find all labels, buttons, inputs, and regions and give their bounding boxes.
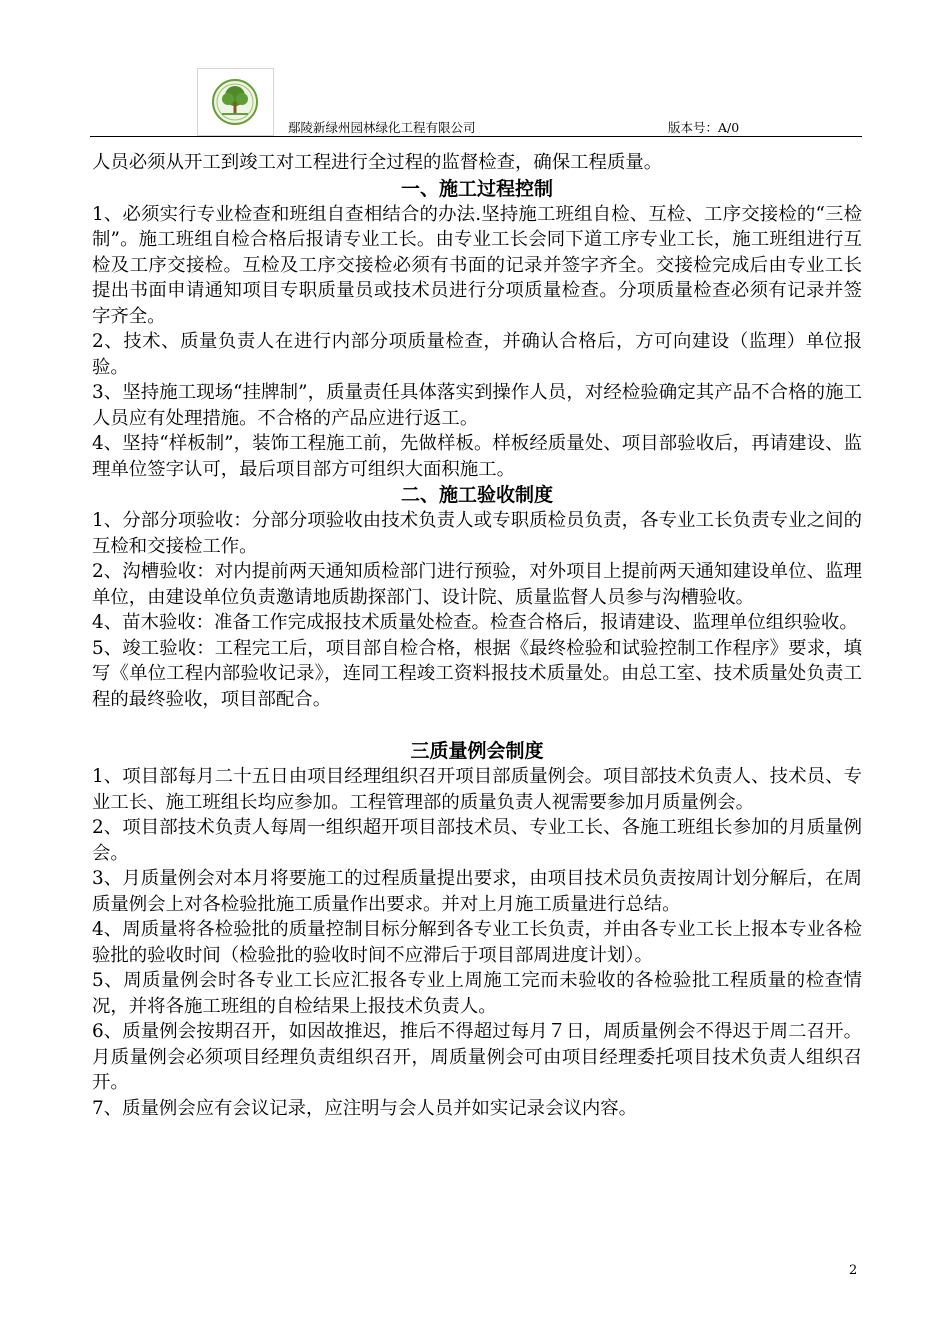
section-2-paragraph: 4、苗木验收：准备工作完成报技术质量处检查。检查合格后，报请建设、监理单位组织验收。 xyxy=(92,612,858,633)
section-3-paragraph: 7、质量例会应有会议记录，应注明与会人员并如实记录会议内容。 xyxy=(92,1097,638,1119)
section-1-paragraph: 2、技术、质量负责人在进行内部分项质量检查，并确认合格后，方可向建设（监理）单位报验。 xyxy=(92,331,862,378)
section-2-paragraph: 5、竣工验收：工程完工后，项目部自检合格，根据《最终检验和试验控制工作程序》要求，填写《单位工程内部验收记录》，连同工程竣工资料报技术质量处。由总工室、技术质量处负责工程的最终验收，项目部配合。 xyxy=(92,637,862,710)
section-1-paragraph: 1、必须实行专业检查和班组自查相结合的办法.坚持施工班组自检、互检、工序交接检的“三检制”。施工班组自检合格后报请专业工长。由专业工长会同下道工序专业工长，施工班组进行互检及工序交接检。互检及工序交接检必须有书面的记录并签字齐全。交接检完成后由专业工长提出书面申请通知项目专职质量员或技术员进行分项质量检查。分项质量检查必须有记录并签字齐全。 xyxy=(92,203,862,327)
header-company-name: 鄢陵新绿州园林绿化工程有限公司 xyxy=(288,120,476,135)
section-2-heading: 二、施工验收制度 xyxy=(400,484,553,506)
section-3-paragraph: 6、质量例会按期召开，如因故推迟，推后不得超过每月７日，周质量例会不得迟于周二召开。月质量例会必须项目经理负责组织召开，周质量例会可由项目经理委托项目技术负责人组织召开。 xyxy=(92,1021,862,1093)
company-logo xyxy=(197,68,274,136)
section-3-paragraph: 1、项目部每月二十五日由项目经理组织召开项目部质量例会。项目部技术负责人、技术员、专业工长、施工班组长均应参加。工程管理部的质量负责人视需要参加月质量例会。 xyxy=(92,766,862,813)
section-3-paragraph: 3、月质量例会对本月将要施工的过程质量提出要求，由项目技术员负责按周计划分解后，在周质量例会上对各检验批施工质量作出要求。并对上月施工质量进行总结。 xyxy=(92,868,862,915)
page-number: 2 xyxy=(849,1263,858,1278)
header-version: 版本号：A/0 xyxy=(668,120,740,135)
section-2-paragraph: 1、分部分项验收：分部分项验收由技术负责人或专职质检员负责，各专业工长负责专业之间的互检和交接检工作。 xyxy=(92,510,862,557)
header-divider xyxy=(90,136,862,137)
section-spacer xyxy=(92,712,862,738)
section-3-heading: 三质量例会制度 xyxy=(410,740,544,762)
section-2-paragraph: 2、沟槽验收：对内提前两天通知质检部门进行预验，对外项目上提前两天通知建设单位、监理单位，由建设单位负责邀请地质勘探部门、设计院、质量监督人员参与沟槽验收。 xyxy=(92,561,862,608)
section-3-paragraph: 5、周质量例会时各专业工长应汇报各专业上周施工完而未验收的各检验批工程质量的检查情况，并将各施工班组的自检结果上报技术负责人。 xyxy=(92,970,862,1017)
section-1-paragraph: 3、坚持施工现场“挂牌制”，质量责任具体落实到操作人员，对经检验确定其产品不合格的施工人员应有处理措施。不合格的产品应进行返工。 xyxy=(92,382,862,429)
intro-paragraph: 人员必须从开工到竣工对工程进行全过程的监督检查，确保工程质量。 xyxy=(92,152,663,173)
section-3-paragraph: 4、周质量将各检验批的质量控制目标分解到各专业工长负责，并由各专业工长上报本专业各检验批的验收时间（检验批的验收时间不应滞后于项目部周进度计划）。 xyxy=(92,919,862,966)
section-3-paragraph: 2、项目部技术负责人每周一组织超开项目部技术员、专业工长、各施工班组长参加的月质量例会。 xyxy=(92,817,862,864)
section-1-heading: 一、施工过程控制 xyxy=(400,177,553,200)
document-body xyxy=(92,150,862,1121)
tree-logo-icon xyxy=(198,69,273,135)
section-1-paragraph: 4、坚持“样板制”，装饰工程施工前，先做样板。样板经质量处、项目部验收后，再请建设、监理单位签字认可，最后项目部方可组织大面积施工。 xyxy=(92,433,862,480)
